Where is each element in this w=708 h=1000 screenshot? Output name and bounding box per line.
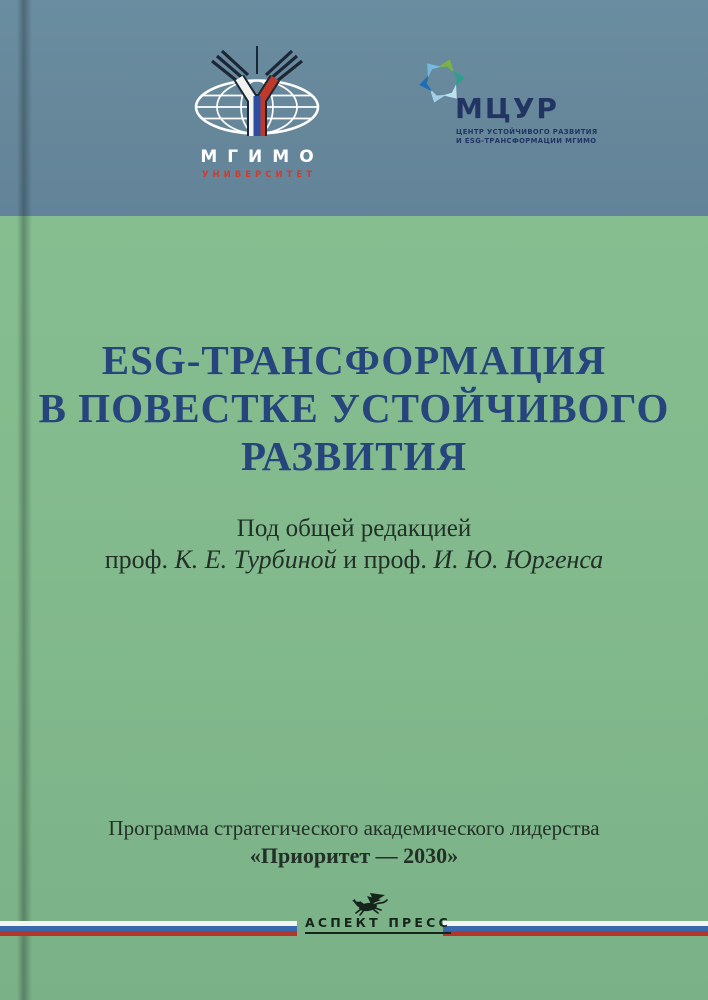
editors-block <box>0 513 708 575</box>
editors-line2 <box>0 544 708 575</box>
publisher-name: АСПЕКТ ПРЕСС <box>305 915 451 934</box>
mcur-caption-line1: ЦЕНТР УСТОЙЧИВОГО РАЗВИТИЯ <box>456 128 598 136</box>
editor-name-2: И. Ю. Юргенса <box>433 545 604 574</box>
tricolor-stripe-right <box>443 921 708 936</box>
cover-top-band <box>0 0 708 216</box>
title-line3: РАЗВИТИЯ <box>240 433 468 479</box>
editor-name-1: К. Е. Турбиной <box>174 545 337 574</box>
tricolor-stripe-left <box>0 921 297 936</box>
mcur-caption-line2: И ESG-ТРАНСФОРМАЦИИ МГИМО <box>456 136 597 145</box>
title-line2: В ПОВЕСТКЕ УСТОЙЧИВОГО <box>38 385 670 431</box>
title-line1: ESG-ТРАНСФОРМАЦИЯ <box>101 337 607 383</box>
mgimo-logo-name: МГИМО <box>200 147 324 167</box>
editors-line1: Под общей редакцией <box>236 515 472 542</box>
mcur-logo-name: МЦУР <box>455 92 559 125</box>
program-line1: Программа стратегического академического лидерства <box>108 816 600 840</box>
mgimo-logo-subtitle: УНИВЕРСИТЕТ <box>201 170 317 180</box>
program-line2: «Приоритет — 2030» <box>249 843 459 868</box>
program-block <box>0 816 708 868</box>
book-title <box>0 336 708 480</box>
editors-prefix: проф. <box>104 545 175 574</box>
stripe-red-band <box>0 931 297 936</box>
mgimo-logo <box>182 44 332 180</box>
mcur-logo-caption <box>456 128 597 145</box>
mgimo-globe-bird-icon <box>187 44 327 140</box>
stripe-red-band <box>443 931 708 936</box>
editors-middle: и проф. <box>336 545 434 574</box>
